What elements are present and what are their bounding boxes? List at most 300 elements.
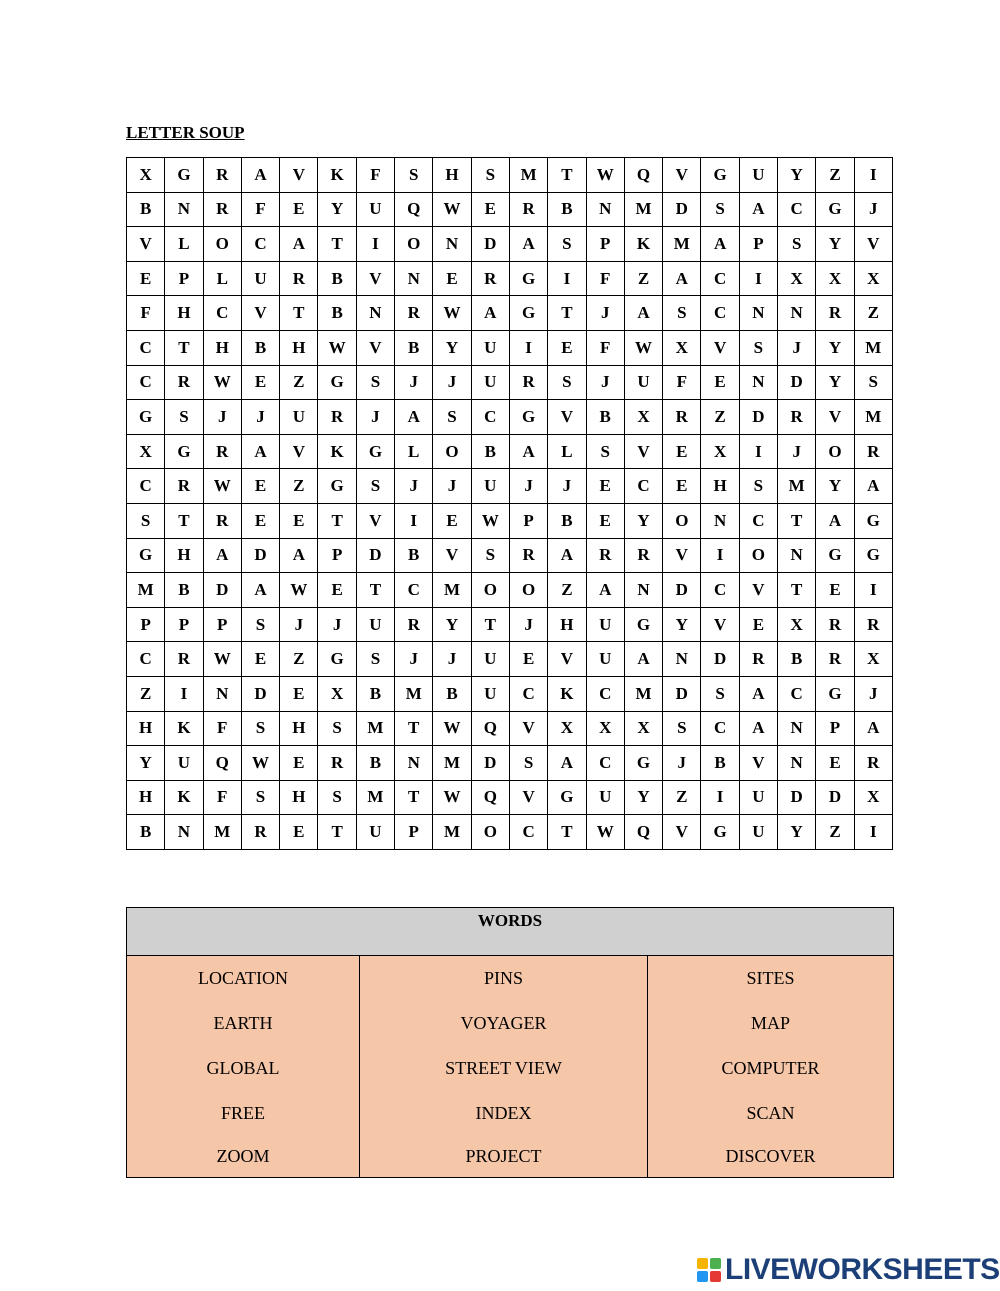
grid-cell[interactable]: G	[816, 192, 854, 227]
grid-cell[interactable]: G	[127, 538, 165, 573]
grid-cell[interactable]: F	[586, 330, 624, 365]
grid-cell[interactable]: M	[663, 227, 701, 262]
grid-cell[interactable]: H	[280, 711, 318, 746]
grid-cell[interactable]: X	[624, 400, 662, 435]
grid-cell[interactable]: H	[433, 158, 471, 193]
grid-cell[interactable]: T	[318, 503, 356, 538]
grid-cell[interactable]: Z	[280, 365, 318, 400]
grid-cell[interactable]: S	[356, 469, 394, 504]
grid-cell[interactable]: E	[586, 469, 624, 504]
grid-cell[interactable]: O	[663, 503, 701, 538]
grid-cell[interactable]: C	[127, 365, 165, 400]
grid-cell[interactable]: P	[739, 227, 777, 262]
grid-cell[interactable]: R	[663, 400, 701, 435]
grid-cell[interactable]: V	[280, 158, 318, 193]
grid-cell[interactable]: U	[471, 676, 509, 711]
grid-cell[interactable]: Q	[624, 158, 662, 193]
grid-cell[interactable]: D	[471, 746, 509, 781]
grid-cell[interactable]: C	[701, 573, 739, 608]
grid-cell[interactable]: P	[165, 607, 203, 642]
grid-cell[interactable]: R	[854, 434, 892, 469]
grid-cell[interactable]: X	[548, 711, 586, 746]
grid-cell[interactable]: F	[241, 192, 279, 227]
grid-cell[interactable]: S	[854, 365, 892, 400]
grid-cell[interactable]: I	[739, 261, 777, 296]
grid-cell[interactable]: K	[624, 227, 662, 262]
grid-cell[interactable]: K	[165, 780, 203, 815]
grid-cell[interactable]: J	[509, 607, 547, 642]
grid-cell[interactable]: B	[395, 330, 433, 365]
grid-cell[interactable]: Z	[280, 642, 318, 677]
grid-cell[interactable]: O	[739, 538, 777, 573]
grid-cell[interactable]: G	[509, 400, 547, 435]
grid-cell[interactable]: F	[356, 158, 394, 193]
grid-cell[interactable]: T	[471, 607, 509, 642]
grid-cell[interactable]: M	[433, 746, 471, 781]
grid-cell[interactable]: H	[165, 296, 203, 331]
grid-cell[interactable]: E	[816, 746, 854, 781]
grid-cell[interactable]: O	[203, 227, 241, 262]
grid-cell[interactable]: U	[739, 158, 777, 193]
grid-cell[interactable]: A	[395, 400, 433, 435]
grid-cell[interactable]: Q	[471, 711, 509, 746]
grid-cell[interactable]: Y	[318, 192, 356, 227]
grid-cell[interactable]: Y	[816, 469, 854, 504]
grid-cell[interactable]: R	[471, 261, 509, 296]
grid-cell[interactable]: R	[203, 192, 241, 227]
grid-cell[interactable]: H	[701, 469, 739, 504]
grid-cell[interactable]: E	[241, 503, 279, 538]
grid-cell[interactable]: B	[778, 642, 816, 677]
grid-cell[interactable]: M	[356, 711, 394, 746]
grid-cell[interactable]: Y	[433, 330, 471, 365]
grid-cell[interactable]: N	[739, 365, 777, 400]
grid-cell[interactable]: B	[356, 746, 394, 781]
grid-cell[interactable]: Z	[280, 469, 318, 504]
grid-cell[interactable]: P	[203, 607, 241, 642]
grid-cell[interactable]: A	[854, 711, 892, 746]
grid-cell[interactable]: R	[854, 607, 892, 642]
grid-cell[interactable]: Y	[778, 815, 816, 850]
grid-cell[interactable]: R	[165, 469, 203, 504]
grid-cell[interactable]: L	[395, 434, 433, 469]
grid-cell[interactable]: X	[854, 261, 892, 296]
grid-cell[interactable]: U	[356, 607, 394, 642]
grid-cell[interactable]: A	[548, 746, 586, 781]
grid-cell[interactable]: M	[395, 676, 433, 711]
grid-cell[interactable]: O	[395, 227, 433, 262]
grid-cell[interactable]: Y	[663, 607, 701, 642]
grid-cell[interactable]: X	[701, 434, 739, 469]
grid-cell[interactable]: A	[471, 296, 509, 331]
grid-cell[interactable]: W	[433, 296, 471, 331]
grid-cell[interactable]: I	[854, 815, 892, 850]
grid-cell[interactable]: E	[127, 261, 165, 296]
grid-cell[interactable]: J	[395, 642, 433, 677]
grid-cell[interactable]: H	[548, 607, 586, 642]
grid-cell[interactable]: I	[548, 261, 586, 296]
grid-cell[interactable]: O	[816, 434, 854, 469]
grid-cell[interactable]: J	[356, 400, 394, 435]
grid-cell[interactable]: S	[433, 400, 471, 435]
grid-cell[interactable]: Y	[624, 780, 662, 815]
grid-cell[interactable]: O	[433, 434, 471, 469]
grid-cell[interactable]: Q	[203, 746, 241, 781]
grid-cell[interactable]: G	[701, 815, 739, 850]
grid-cell[interactable]: F	[586, 261, 624, 296]
grid-cell[interactable]: S	[318, 711, 356, 746]
grid-cell[interactable]: E	[241, 365, 279, 400]
grid-cell[interactable]: T	[165, 330, 203, 365]
grid-cell[interactable]: J	[241, 400, 279, 435]
grid-cell[interactable]: B	[471, 434, 509, 469]
grid-cell[interactable]: A	[548, 538, 586, 573]
grid-cell[interactable]: U	[586, 607, 624, 642]
grid-cell[interactable]: R	[165, 642, 203, 677]
grid-cell[interactable]: G	[854, 538, 892, 573]
grid-cell[interactable]: V	[816, 400, 854, 435]
grid-cell[interactable]: V	[356, 261, 394, 296]
grid-cell[interactable]: X	[854, 780, 892, 815]
grid-cell[interactable]: P	[318, 538, 356, 573]
grid-cell[interactable]: X	[586, 711, 624, 746]
grid-cell[interactable]: B	[318, 296, 356, 331]
grid-cell[interactable]: V	[663, 538, 701, 573]
grid-cell[interactable]: S	[471, 538, 509, 573]
grid-cell[interactable]: N	[165, 192, 203, 227]
grid-cell[interactable]: Y	[624, 503, 662, 538]
grid-cell[interactable]: G	[165, 158, 203, 193]
grid-cell[interactable]: B	[165, 573, 203, 608]
grid-cell[interactable]: C	[624, 469, 662, 504]
grid-cell[interactable]: I	[854, 158, 892, 193]
grid-cell[interactable]: W	[203, 642, 241, 677]
grid-cell[interactable]: D	[816, 780, 854, 815]
grid-cell[interactable]: E	[701, 365, 739, 400]
grid-cell[interactable]: U	[586, 642, 624, 677]
grid-cell[interactable]: K	[318, 158, 356, 193]
grid-cell[interactable]: D	[203, 573, 241, 608]
grid-cell[interactable]: C	[241, 227, 279, 262]
grid-cell[interactable]: M	[854, 400, 892, 435]
grid-cell[interactable]: E	[586, 503, 624, 538]
grid-cell[interactable]: T	[548, 158, 586, 193]
grid-cell[interactable]: J	[203, 400, 241, 435]
grid-cell[interactable]: B	[548, 192, 586, 227]
grid-cell[interactable]: A	[509, 434, 547, 469]
grid-cell[interactable]: N	[778, 538, 816, 573]
grid-cell[interactable]: E	[548, 330, 586, 365]
grid-cell[interactable]: B	[356, 676, 394, 711]
grid-cell[interactable]: E	[816, 573, 854, 608]
grid-cell[interactable]: E	[241, 469, 279, 504]
grid-cell[interactable]: U	[471, 469, 509, 504]
grid-cell[interactable]: R	[280, 261, 318, 296]
grid-cell[interactable]: Q	[624, 815, 662, 850]
grid-cell[interactable]: S	[663, 711, 701, 746]
grid-cell[interactable]: D	[778, 365, 816, 400]
grid-cell[interactable]: R	[395, 296, 433, 331]
grid-cell[interactable]: Z	[816, 158, 854, 193]
grid-cell[interactable]: E	[739, 607, 777, 642]
grid-cell[interactable]: Z	[701, 400, 739, 435]
grid-cell[interactable]: C	[509, 676, 547, 711]
grid-cell[interactable]: H	[280, 780, 318, 815]
grid-cell[interactable]: V	[509, 711, 547, 746]
grid-cell[interactable]: R	[318, 746, 356, 781]
grid-cell[interactable]: U	[624, 365, 662, 400]
grid-cell[interactable]: C	[127, 642, 165, 677]
grid-cell[interactable]: J	[586, 365, 624, 400]
grid-cell[interactable]: D	[778, 780, 816, 815]
grid-cell[interactable]: X	[127, 434, 165, 469]
grid-cell[interactable]: P	[816, 711, 854, 746]
grid-cell[interactable]: J	[433, 642, 471, 677]
grid-cell[interactable]: G	[854, 503, 892, 538]
grid-cell[interactable]: U	[165, 746, 203, 781]
grid-cell[interactable]: M	[778, 469, 816, 504]
grid-cell[interactable]: Q	[395, 192, 433, 227]
grid-cell[interactable]: C	[701, 296, 739, 331]
grid-cell[interactable]: E	[280, 815, 318, 850]
grid-cell[interactable]: B	[433, 676, 471, 711]
grid-cell[interactable]: B	[127, 815, 165, 850]
grid-cell[interactable]: L	[548, 434, 586, 469]
grid-cell[interactable]: N	[778, 296, 816, 331]
grid-cell[interactable]: V	[280, 434, 318, 469]
grid-cell[interactable]: M	[127, 573, 165, 608]
grid-cell[interactable]: C	[586, 746, 624, 781]
grid-cell[interactable]: J	[433, 469, 471, 504]
grid-cell[interactable]: Z	[854, 296, 892, 331]
grid-cell[interactable]: W	[586, 158, 624, 193]
grid-cell[interactable]: W	[433, 711, 471, 746]
grid-cell[interactable]: A	[854, 469, 892, 504]
grid-cell[interactable]: R	[816, 607, 854, 642]
grid-cell[interactable]: A	[624, 642, 662, 677]
grid-cell[interactable]: O	[471, 573, 509, 608]
grid-cell[interactable]: A	[241, 158, 279, 193]
grid-cell[interactable]: M	[433, 573, 471, 608]
grid-cell[interactable]: G	[509, 296, 547, 331]
grid-cell[interactable]: T	[318, 227, 356, 262]
grid-cell[interactable]: O	[509, 573, 547, 608]
grid-cell[interactable]: W	[471, 503, 509, 538]
grid-cell[interactable]: R	[203, 503, 241, 538]
grid-cell[interactable]: X	[127, 158, 165, 193]
grid-cell[interactable]: E	[280, 503, 318, 538]
grid-cell[interactable]: D	[356, 538, 394, 573]
grid-cell[interactable]: N	[395, 746, 433, 781]
grid-cell[interactable]: U	[356, 192, 394, 227]
grid-cell[interactable]: A	[816, 503, 854, 538]
grid-cell[interactable]: K	[548, 676, 586, 711]
grid-cell[interactable]: V	[241, 296, 279, 331]
grid-cell[interactable]: Z	[624, 261, 662, 296]
grid-cell[interactable]: R	[624, 538, 662, 573]
grid-cell[interactable]: Y	[816, 365, 854, 400]
grid-cell[interactable]: V	[854, 227, 892, 262]
grid-cell[interactable]: G	[624, 746, 662, 781]
grid-cell[interactable]: V	[663, 158, 701, 193]
grid-cell[interactable]: A	[280, 538, 318, 573]
grid-cell[interactable]: I	[509, 330, 547, 365]
grid-cell[interactable]: V	[548, 400, 586, 435]
grid-cell[interactable]: S	[127, 503, 165, 538]
grid-cell[interactable]: S	[356, 642, 394, 677]
grid-cell[interactable]: T	[356, 573, 394, 608]
grid-cell[interactable]: J	[854, 676, 892, 711]
grid-cell[interactable]: P	[509, 503, 547, 538]
grid-cell[interactable]: P	[395, 815, 433, 850]
grid-cell[interactable]: J	[433, 365, 471, 400]
grid-cell[interactable]: K	[318, 434, 356, 469]
grid-cell[interactable]: R	[203, 434, 241, 469]
grid-cell[interactable]: C	[395, 573, 433, 608]
grid-cell[interactable]: Z	[548, 573, 586, 608]
grid-cell[interactable]: G	[816, 676, 854, 711]
grid-cell[interactable]: S	[395, 158, 433, 193]
grid-cell[interactable]: N	[203, 676, 241, 711]
grid-cell[interactable]: X	[318, 676, 356, 711]
grid-cell[interactable]: D	[241, 538, 279, 573]
grid-cell[interactable]: X	[816, 261, 854, 296]
grid-cell[interactable]: K	[165, 711, 203, 746]
grid-cell[interactable]: B	[241, 330, 279, 365]
grid-cell[interactable]: J	[548, 469, 586, 504]
grid-cell[interactable]: G	[318, 642, 356, 677]
grid-cell[interactable]: S	[739, 469, 777, 504]
grid-cell[interactable]: L	[203, 261, 241, 296]
grid-cell[interactable]: M	[854, 330, 892, 365]
grid-cell[interactable]: T	[395, 780, 433, 815]
grid-cell[interactable]: O	[471, 815, 509, 850]
grid-cell[interactable]: S	[701, 192, 739, 227]
grid-cell[interactable]: G	[356, 434, 394, 469]
grid-cell[interactable]: C	[701, 261, 739, 296]
grid-cell[interactable]: N	[433, 227, 471, 262]
grid-cell[interactable]: A	[701, 227, 739, 262]
grid-cell[interactable]: U	[471, 642, 509, 677]
grid-cell[interactable]: S	[241, 780, 279, 815]
grid-cell[interactable]: B	[548, 503, 586, 538]
grid-cell[interactable]: F	[127, 296, 165, 331]
grid-cell[interactable]: M	[433, 815, 471, 850]
grid-cell[interactable]: E	[433, 503, 471, 538]
grid-cell[interactable]: H	[127, 780, 165, 815]
grid-cell[interactable]: E	[509, 642, 547, 677]
grid-cell[interactable]: C	[127, 469, 165, 504]
grid-cell[interactable]: I	[739, 434, 777, 469]
grid-cell[interactable]: B	[586, 400, 624, 435]
grid-cell[interactable]: G	[624, 607, 662, 642]
grid-cell[interactable]: T	[280, 296, 318, 331]
grid-cell[interactable]: F	[203, 780, 241, 815]
grid-cell[interactable]: C	[586, 676, 624, 711]
grid-cell[interactable]: D	[663, 573, 701, 608]
grid-cell[interactable]: W	[280, 573, 318, 608]
grid-cell[interactable]: U	[471, 365, 509, 400]
grid-cell[interactable]: R	[395, 607, 433, 642]
grid-cell[interactable]: R	[816, 296, 854, 331]
grid-cell[interactable]: N	[356, 296, 394, 331]
grid-cell[interactable]: V	[701, 607, 739, 642]
grid-cell[interactable]: T	[165, 503, 203, 538]
grid-cell[interactable]: H	[203, 330, 241, 365]
grid-cell[interactable]: H	[165, 538, 203, 573]
grid-cell[interactable]: A	[739, 192, 777, 227]
grid-cell[interactable]: S	[356, 365, 394, 400]
grid-cell[interactable]: Y	[127, 746, 165, 781]
grid-cell[interactable]: G	[548, 780, 586, 815]
grid-cell[interactable]: R	[586, 538, 624, 573]
grid-cell[interactable]: S	[241, 711, 279, 746]
grid-cell[interactable]: A	[280, 227, 318, 262]
grid-cell[interactable]: N	[701, 503, 739, 538]
grid-cell[interactable]: P	[586, 227, 624, 262]
grid-cell[interactable]: T	[395, 711, 433, 746]
grid-cell[interactable]: F	[203, 711, 241, 746]
grid-cell[interactable]: J	[280, 607, 318, 642]
grid-cell[interactable]: C	[778, 676, 816, 711]
grid-cell[interactable]: A	[203, 538, 241, 573]
grid-cell[interactable]: X	[778, 261, 816, 296]
grid-cell[interactable]: S	[701, 676, 739, 711]
grid-cell[interactable]: J	[663, 746, 701, 781]
grid-cell[interactable]: U	[241, 261, 279, 296]
grid-cell[interactable]: W	[203, 365, 241, 400]
grid-cell[interactable]: S	[241, 607, 279, 642]
grid-cell[interactable]: J	[395, 469, 433, 504]
grid-cell[interactable]: S	[318, 780, 356, 815]
grid-cell[interactable]: D	[663, 676, 701, 711]
grid-cell[interactable]: Q	[471, 780, 509, 815]
grid-cell[interactable]: W	[241, 746, 279, 781]
grid-cell[interactable]: C	[701, 711, 739, 746]
grid-cell[interactable]: J	[395, 365, 433, 400]
grid-cell[interactable]: R	[203, 158, 241, 193]
grid-cell[interactable]: U	[739, 780, 777, 815]
grid-cell[interactable]: U	[586, 780, 624, 815]
grid-cell[interactable]: N	[624, 573, 662, 608]
grid-cell[interactable]: I	[701, 780, 739, 815]
grid-cell[interactable]: R	[778, 400, 816, 435]
grid-cell[interactable]: V	[509, 780, 547, 815]
grid-cell[interactable]: N	[165, 815, 203, 850]
grid-cell[interactable]: V	[739, 573, 777, 608]
grid-cell[interactable]: V	[624, 434, 662, 469]
grid-cell[interactable]: Z	[663, 780, 701, 815]
grid-cell[interactable]: S	[509, 746, 547, 781]
grid-cell[interactable]: G	[816, 538, 854, 573]
grid-cell[interactable]: R	[739, 642, 777, 677]
grid-cell[interactable]: N	[586, 192, 624, 227]
grid-cell[interactable]: A	[624, 296, 662, 331]
grid-cell[interactable]: X	[778, 607, 816, 642]
grid-cell[interactable]: E	[280, 192, 318, 227]
grid-cell[interactable]: G	[127, 400, 165, 435]
grid-cell[interactable]: C	[471, 400, 509, 435]
grid-cell[interactable]: Y	[816, 227, 854, 262]
grid-cell[interactable]: L	[165, 227, 203, 262]
grid-cell[interactable]: C	[778, 192, 816, 227]
grid-cell[interactable]: A	[241, 573, 279, 608]
grid-cell[interactable]: P	[165, 261, 203, 296]
grid-cell[interactable]: M	[203, 815, 241, 850]
grid-cell[interactable]: D	[739, 400, 777, 435]
grid-cell[interactable]: B	[395, 538, 433, 573]
grid-cell[interactable]: E	[433, 261, 471, 296]
